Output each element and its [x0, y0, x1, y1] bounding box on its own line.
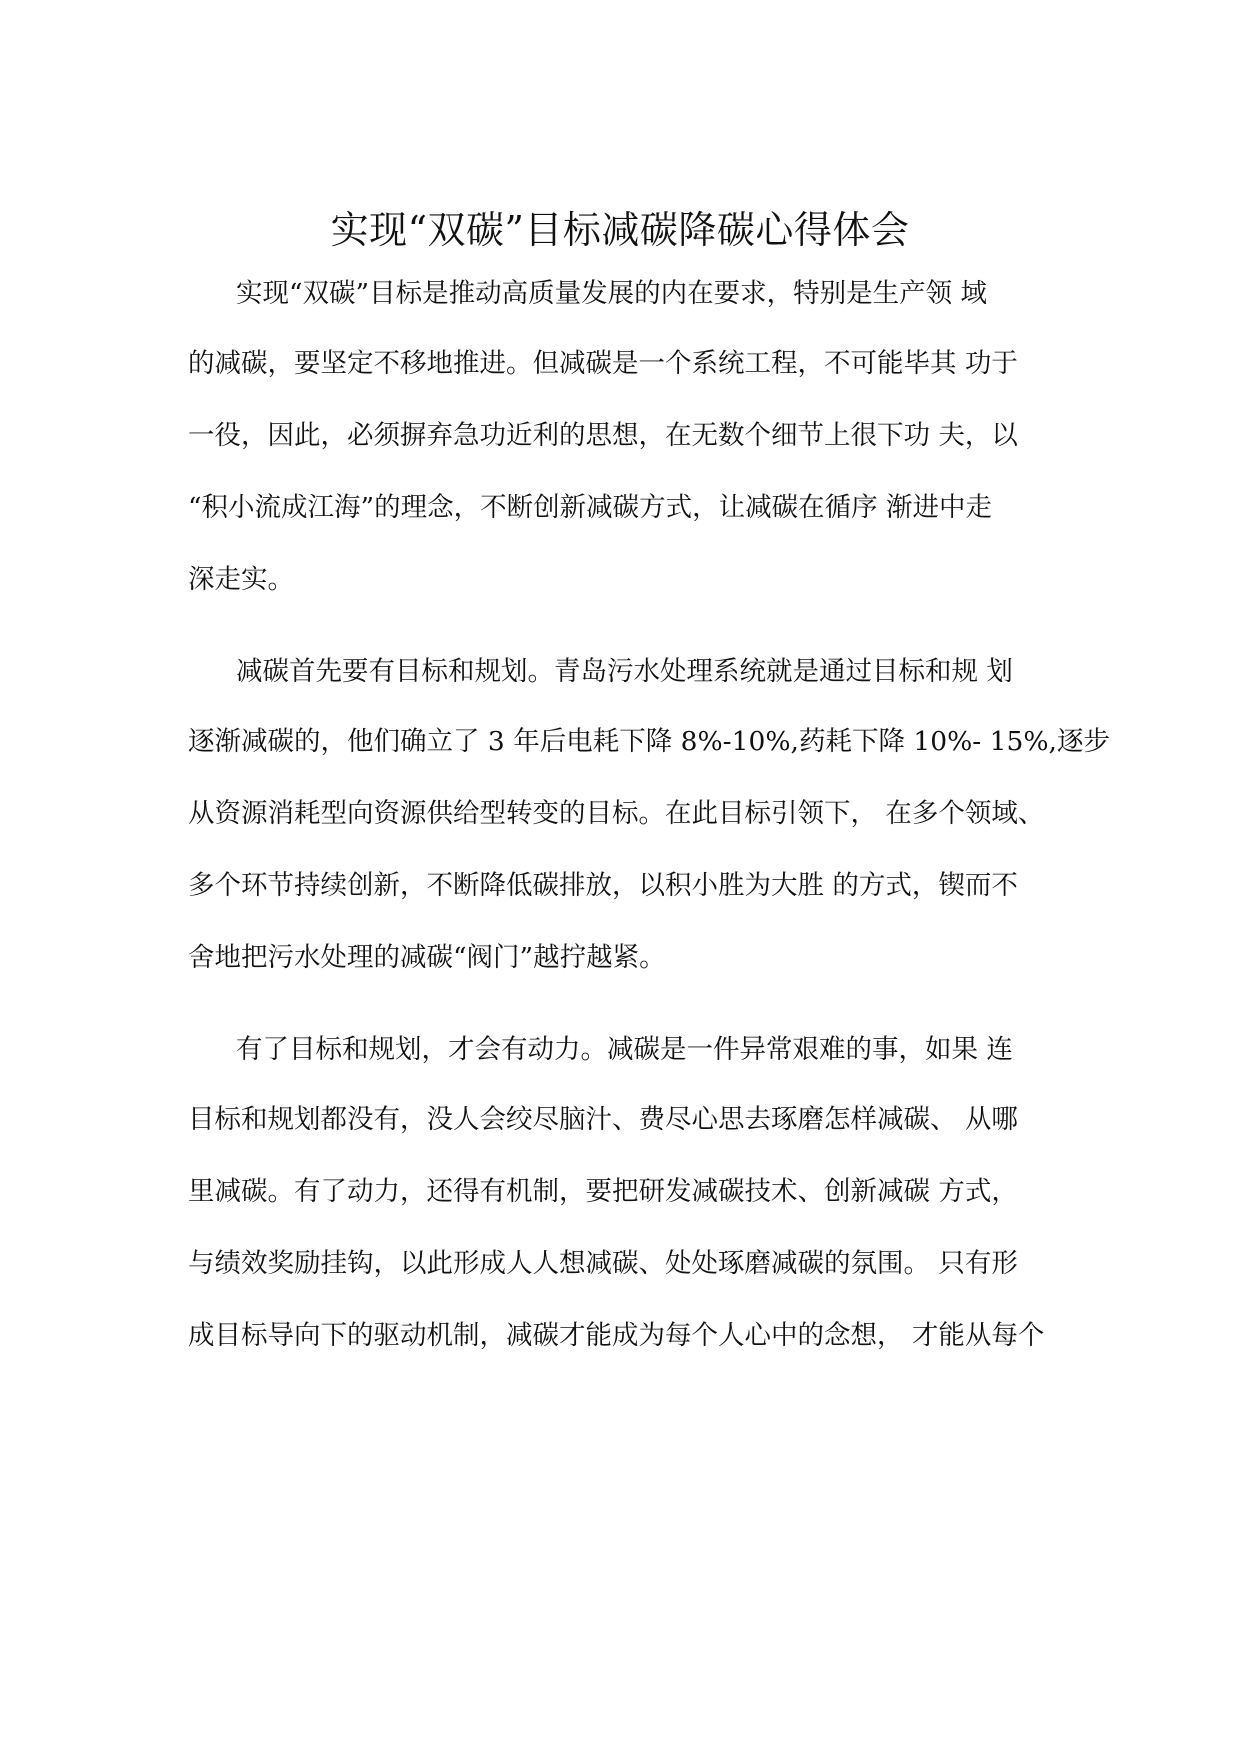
paragraph-2-line-4: 多个环节持续创新，不断降低碳排放，以积小胜为大胜 的方式，锲而不: [188, 870, 1018, 901]
paragraph-1-line-2: 的减碳，要坚定不移地推进。但减碳是一个系统工程，不可能毕其 功于: [188, 348, 1018, 379]
paragraph-1-line-3: 一役，因此，必须摒弃急功近利的思想，在无数个细节上很下功 夫，以: [188, 420, 1018, 451]
paragraph-2-line-1: 减碳首先要有目标和规划。青岛污水处理系统就是通过目标和规 划: [236, 656, 1013, 687]
paragraph-3-line-4: 与绩效奖励挂钩，以此形成人人想减碳、处处琢磨减碳的氛围。 只有形: [188, 1248, 1018, 1279]
paragraph-3-line-1: 有了目标和规划，才会有动力。减碳是一件异常艰难的事，如果 连: [236, 1034, 1013, 1065]
paragraph-1-line-4: “积小流成江海”的理念，不断创新减碳方式，让减碳在循序 渐进中走: [188, 492, 993, 523]
paragraph-3-line-3: 里减碳。有了动力，还得有机制，要把研发减碳技术、创新减碳 方式，: [188, 1176, 1018, 1207]
document-title: 实现“双碳”目标减碳降碳心得体会: [330, 208, 910, 252]
paragraph-1-line-1: 实现“双碳”目标是推动高质量发展的内在要求，特别是生产领 域: [236, 278, 988, 309]
paragraph-1-line-5: 深走实。: [188, 564, 294, 595]
paragraph-2-line-2: 逐渐减碳的，他们确立了 3 年后电耗下降 8%-10%,药耗下降 10%- 15%,逐步: [188, 726, 1110, 757]
paragraph-2-line-3: 从资源消耗型向资源供给型转变的目标。在此目标引领下， 在多个领域、: [188, 798, 1045, 829]
paragraph-3-line-2: 目标和规划都没有，没人会绞尽脑汁、费尽心思去琢磨怎样减碳、 从哪: [188, 1104, 1018, 1135]
paragraph-3-line-5: 成目标导向下的驱动机制，减碳才能成为每个人心中的念想， 才能从每个: [188, 1320, 1045, 1351]
paragraph-2-line-5: 舍地把污水处理的减碳“阀门”越拧越紧。: [188, 942, 666, 973]
